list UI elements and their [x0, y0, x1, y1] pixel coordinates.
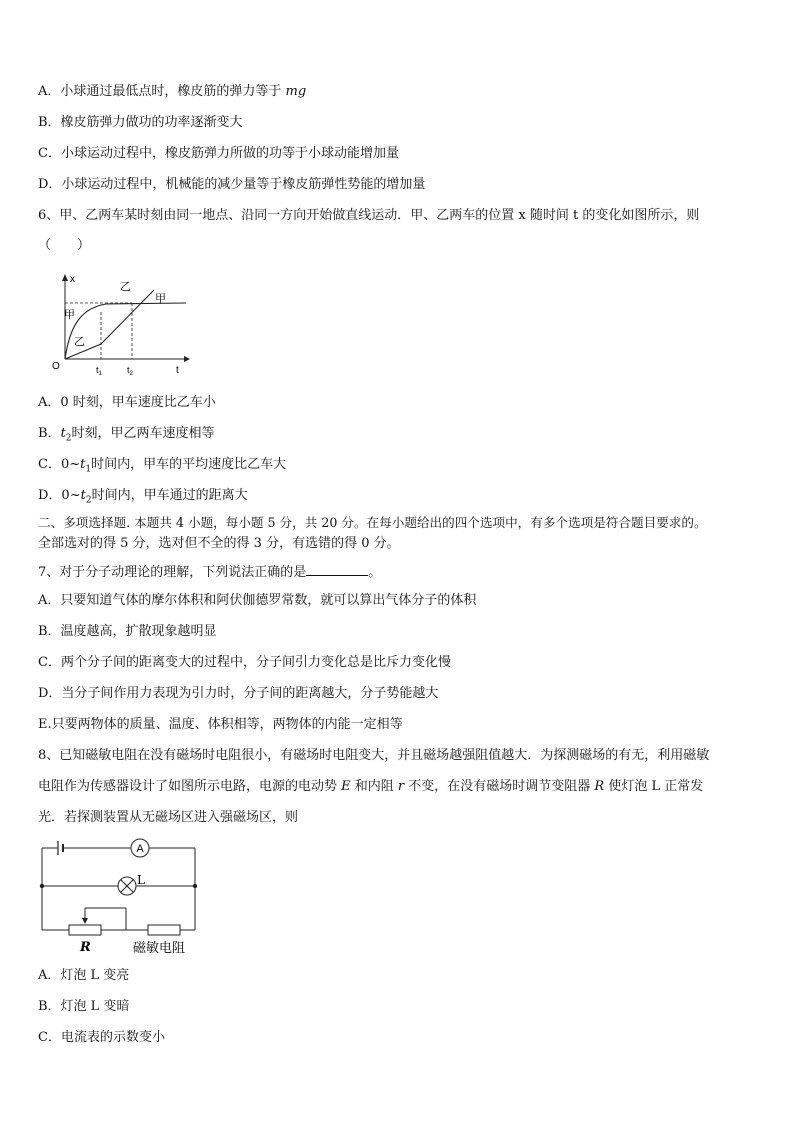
graph-label-jia-left: 甲	[64, 308, 75, 321]
q7-answer-blank	[306, 563, 368, 576]
q7-stem-end: 。	[368, 565, 382, 580]
graph-curve-yi	[65, 290, 154, 359]
q6-option-d-sub: 2	[85, 495, 92, 506]
q8-var-e: E	[341, 779, 351, 794]
q8-line2-c: 不变，在没有磁场时调节变阻器	[404, 779, 595, 794]
section2-line1: 二、多项选择题. 本题共 4 小题，每小题 5 分，共 20 分。在每小题给出的四个选项中，有多个选项是符合题目要求的。	[38, 515, 707, 530]
q5-option-a-text: A．小球通过最低点时，橡皮筋的弹力等于	[38, 84, 286, 99]
q8-circuit-diagram	[36, 838, 202, 958]
q7-option-d: D．当分子间作用力表现为引力时，分子间的距离越大，分子势能越大	[38, 686, 439, 701]
graph-x-arrow	[184, 356, 190, 362]
graph-curve-jia	[65, 303, 186, 359]
q8-line2-a: 电阻作为传感器设计了如图所示电路，电源的电动势	[38, 779, 342, 794]
graph-y-label: x	[70, 274, 75, 285]
q5-option-d: D．小球运动过程中，机械能的减少量等于橡皮筋弹性势能的增加量	[38, 177, 426, 192]
q8-line2-d: 使灯泡 L 正常发	[604, 779, 704, 794]
graph-label-yi-left: 乙	[74, 335, 85, 348]
q6-option-b	[38, 426, 215, 447]
q7-option-a: A．只要知道气体的摩尔体积和阿伏伽德罗常数，就可以算出气体分子的体积	[38, 593, 477, 608]
q6-option-c-prefix: C．0~	[38, 457, 81, 472]
q8-line2-b: 和内阻	[350, 779, 398, 794]
q8-var-r-rheostat: R	[594, 779, 605, 794]
graph-x-label: t	[176, 365, 179, 376]
q6-option-b-var: t	[60, 426, 66, 441]
q6-option-c-var: t	[80, 457, 86, 472]
q8-stem-line2	[38, 779, 703, 795]
graph-label-yi-top: 乙	[120, 280, 131, 293]
magnetoresistor-label: 磁敏电阻	[133, 941, 186, 956]
q6-option-d	[38, 488, 248, 509]
q7-option-c: C．两个分子间的距离变大的过程中，分子间引力变化总是比斥力变化慢	[38, 655, 451, 670]
magnetoresistor	[148, 925, 180, 935]
q5-option-c: C．小球运动过程中，橡皮筋弹力所做的功等于小球动能增加量	[38, 146, 399, 161]
q6-stem: 6、甲、乙两车某时刻由同一地点、沿同一方向开始做直线运动．甲、乙两车的位置 x 随时间 t 的变化如图所示，则	[38, 208, 700, 223]
q6-option-c	[38, 457, 286, 478]
section2-line2: 全部选对的得 5 分，选对但不全的得 3 分，有选错的得 0 分。	[38, 536, 400, 551]
rheostat-slider-arrow	[82, 918, 88, 924]
graph-t2-label: $t_2$	[127, 365, 133, 377]
q7-option-b: B．温度越高，扩散现象越明显	[38, 624, 217, 639]
graph-t1-label: $t_1$	[96, 365, 102, 377]
q8-stem-line1: 8、已知磁敏电阻在没有磁场时电阻很小，有磁场时电阻变大，并且磁场越强阻值越大．为探测磁场的有无，利用磁敏	[38, 748, 710, 763]
q5-option-b: B．橡皮筋弹力做功的功率逐渐变大	[38, 115, 243, 130]
q6-paren: （ ）	[38, 238, 91, 253]
q6-option-d-prefix: D．0~	[38, 488, 81, 503]
q5-option-a-var: mg	[285, 84, 307, 99]
q6-option-a: A．0 时刻，甲车速度比乙车小	[38, 395, 216, 410]
q6-option-b-sub: 2	[65, 433, 72, 444]
rheostat-label: R	[80, 940, 91, 955]
graph-y-arrow	[62, 274, 68, 281]
q6-option-b-prefix: B．	[38, 426, 61, 441]
q6-xt-graph	[48, 272, 196, 378]
q6-option-d-var: t	[80, 488, 86, 503]
q8-stem-line3: 光．若探测装置从无磁场区进入强磁场区，则	[38, 810, 299, 825]
q5-option-a	[38, 84, 306, 100]
q7-stem	[38, 563, 381, 581]
q6-option-b-rest: 时刻，甲乙两车速度相等	[71, 426, 215, 441]
q8-option-a: A．灯泡 L 变亮	[38, 968, 130, 983]
ammeter-label: A	[136, 843, 144, 855]
q7-option-e: E.只要两物体的质量、温度、体积相等，两物体的内能一定相等	[38, 717, 403, 732]
graph-label-jia-top: 甲	[155, 292, 166, 305]
q8-option-c: C．电流表的示数变小	[38, 1030, 165, 1045]
q7-stem-text: 7、对于分子动理论的理解，下列说法正确的是	[38, 565, 307, 580]
q8-option-b: B．灯泡 L 变暗	[38, 999, 130, 1014]
q8-var-r: r	[397, 779, 405, 794]
q6-option-c-sub: 1	[85, 464, 92, 475]
rheostat	[69, 925, 101, 935]
lamp-label: L	[137, 873, 145, 887]
q6-option-c-rest: 时间内，甲车的平均速度比乙车大	[91, 457, 287, 472]
graph-origin: O	[52, 361, 60, 372]
q6-option-d-rest: 时间内，甲车通过的距离大	[91, 488, 248, 503]
